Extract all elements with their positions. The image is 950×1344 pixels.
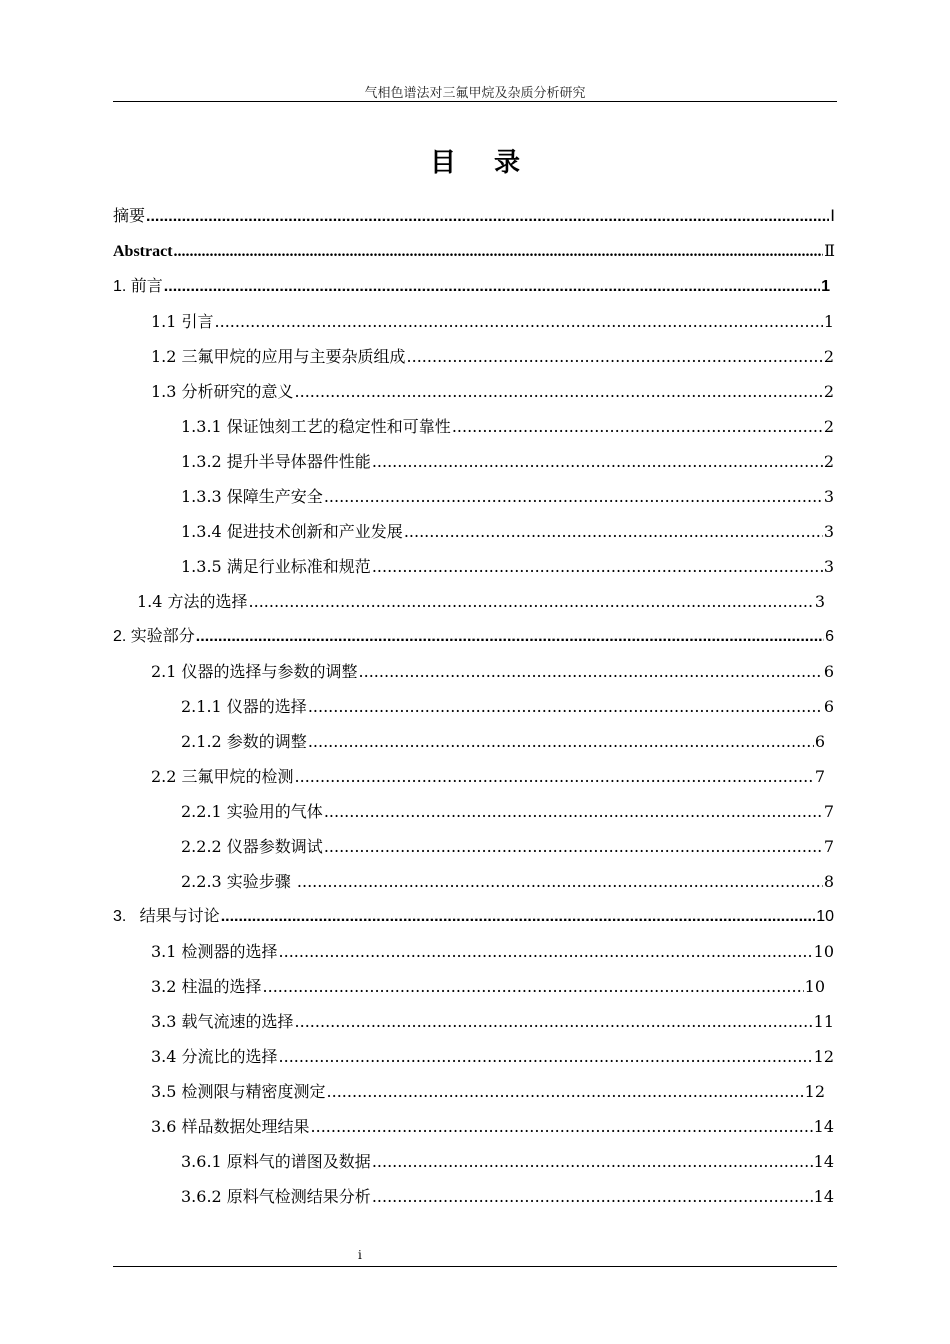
toc-entry-page: 11 [813, 1012, 834, 1031]
toc-entry-page: 1 [821, 278, 830, 295]
toc-entry-label: 3. 结果与讨论 [113, 908, 220, 925]
toc-leader-dots [308, 696, 823, 718]
toc-entry-label: 摘要 [113, 208, 146, 225]
toc-entry-3-2[interactable] [151, 976, 825, 998]
toc-entry-2-2-1[interactable] [181, 801, 834, 823]
toc-entry-page: 1 [823, 312, 834, 331]
toc-entry-1-3-1[interactable] [181, 416, 834, 438]
toc-entry-page: 7 [823, 837, 834, 856]
toc-leader-dots [295, 1011, 813, 1033]
toc-entry-3-3[interactable] [151, 1011, 834, 1033]
toc-entry-page: 12 [804, 1082, 825, 1101]
toc-entry-1-3-3[interactable] [181, 486, 834, 508]
toc-entry-abstract-en[interactable] [113, 241, 835, 263]
toc-entry-3-6-1[interactable] [181, 1151, 834, 1173]
toc-entry-3-1[interactable] [151, 941, 834, 963]
toc-entry-page: 10 [813, 942, 834, 961]
toc-leader-dots [359, 661, 823, 683]
toc-entry-page: 6 [823, 697, 834, 716]
toc-entry-label: 3.3 载气流速的选择 [151, 1012, 294, 1031]
toc-entry-page: 6 [823, 662, 834, 681]
toc-entry-ch3[interactable] [113, 906, 834, 928]
toc-entry-page: 8 [823, 872, 834, 891]
toc-entry-1-1[interactable] [151, 311, 834, 333]
toc-entry-page: 6 [814, 732, 825, 751]
toc-entry-label: 3.6.2 原料气检测结果分析 [181, 1187, 371, 1206]
toc-entry-page: 12 [813, 1047, 834, 1066]
toc-entry-3-6-2[interactable] [181, 1186, 834, 1208]
toc-leader-dots [311, 1116, 813, 1138]
footer-rule [113, 1266, 837, 1267]
toc-leader-dots [327, 1081, 804, 1103]
toc-entry-page: Ⅱ [824, 243, 835, 260]
header-rule [113, 101, 837, 102]
page-title: 目录 [429, 148, 558, 178]
toc-leader-dots [324, 801, 823, 823]
toc-entry-page: 2 [823, 382, 834, 401]
toc-leader-dots [295, 381, 823, 403]
toc-leader-dots [407, 346, 823, 368]
toc-entry-label: 1.1 引言 [151, 312, 214, 331]
toc-entry-page: 2 [823, 417, 834, 436]
toc-entry-label: 3.1 检测器的选择 [151, 942, 278, 961]
toc-leader-dots [263, 976, 804, 998]
toc-entry-page: 14 [813, 1117, 834, 1136]
toc-entry-1-3-4[interactable] [181, 521, 834, 543]
toc-entry-page: 3 [823, 487, 834, 506]
toc-leader-dots [372, 451, 823, 473]
toc-entry-1-3[interactable] [151, 381, 834, 403]
toc-entry-page: 10 [816, 908, 834, 925]
toc-leader-dots [221, 906, 816, 928]
toc-leader-dots [372, 1186, 813, 1208]
toc-entry-page: 2 [823, 347, 834, 366]
toc-leader-dots [297, 871, 823, 893]
toc-entry-label: 1.3.4 促进技术创新和产业发展 [181, 522, 403, 541]
toc-leader-dots [146, 206, 829, 228]
toc-entry-page: 2 [823, 452, 834, 471]
toc-entry-3-4[interactable] [151, 1046, 834, 1068]
toc-entry-label: 3.6 样品数据处理结果 [151, 1117, 310, 1136]
toc-leader-dots [174, 241, 824, 263]
toc-entry-page: 7 [823, 802, 834, 821]
toc-entry-page: 3 [823, 557, 834, 576]
toc-entry-label: 2.1.2 参数的调整 [181, 732, 307, 751]
toc-leader-dots [295, 766, 814, 788]
toc-entry-3-5[interactable] [151, 1081, 825, 1103]
toc-entry-label: 2.1 仪器的选择与参数的调整 [151, 662, 358, 681]
toc-entry-label: 3.5 检测限与精密度测定 [151, 1082, 326, 1101]
toc-entry-label: 1.3.2 提升半导体器件性能 [181, 452, 371, 471]
toc-entry-page: 3 [814, 592, 825, 611]
toc-entry-page: 14 [813, 1152, 834, 1171]
toc-entry-page: 6 [825, 628, 834, 645]
toc-entry-abstract-cn[interactable] [113, 206, 835, 228]
toc-leader-dots [324, 486, 823, 508]
page-number: i [358, 1248, 362, 1262]
toc-entry-label: 1.2 三氟甲烷的应用与主要杂质组成 [151, 347, 406, 366]
toc-entry-label: 2.2.3 实验步骤 [181, 872, 296, 891]
toc-leader-dots [452, 416, 823, 438]
toc-entry-label: Abstract [113, 243, 173, 260]
toc-entry-label: 1.3.3 保障生产安全 [181, 487, 323, 506]
toc-entry-3-6[interactable] [151, 1116, 834, 1138]
toc-entry-1-4[interactable] [137, 591, 825, 613]
toc-leader-dots [196, 626, 824, 648]
toc-entry-ch1[interactable] [113, 276, 830, 298]
toc-entry-page: 10 [804, 977, 825, 996]
toc-entry-2-2[interactable] [151, 766, 825, 788]
toc-entry-page: 14 [813, 1187, 834, 1206]
toc-entry-label: 1.3.1 保证蚀刻工艺的稳定性和可靠性 [181, 417, 451, 436]
toc-entry-label: 1.4 方法的选择 [137, 592, 248, 611]
toc-leader-dots [249, 591, 814, 613]
toc-entry-label: 3.4 分流比的选择 [151, 1047, 278, 1066]
toc-entry-label: 1.3.5 满足行业标准和规范 [181, 557, 371, 576]
toc-leader-dots [372, 1151, 813, 1173]
toc-entry-2-1-2[interactable] [181, 731, 825, 753]
toc-entry-label: 3.2 柱温的选择 [151, 977, 262, 996]
toc-entry-1-3-2[interactable] [181, 451, 834, 473]
toc-leader-dots [164, 276, 820, 298]
toc-entry-1-2[interactable] [151, 346, 834, 368]
toc-leader-dots [279, 941, 813, 963]
toc-entry-1-3-5[interactable] [181, 556, 834, 578]
toc-leader-dots [404, 521, 823, 543]
toc-entry-2-1-1[interactable] [181, 696, 834, 718]
toc-entry-page: 7 [814, 767, 825, 786]
toc-leader-dots [372, 556, 823, 578]
toc-leader-dots [215, 311, 823, 333]
running-header: 气相色谱法对三氟甲烷及杂质分析研究 [364, 86, 586, 101]
toc-entry-label: 3.6.1 原料气的谱图及数据 [181, 1152, 371, 1171]
toc-entry-2-2-3[interactable] [181, 871, 834, 893]
toc-leader-dots [324, 836, 823, 858]
toc-entry-ch2[interactable] [113, 626, 834, 648]
toc-entry-label: 1.3 分析研究的意义 [151, 382, 294, 401]
toc-entry-label: 2.1.1 仪器的选择 [181, 697, 307, 716]
toc-entry-label: 2.2 三氟甲烷的检测 [151, 767, 294, 786]
toc-entry-page: Ⅰ [830, 208, 835, 225]
toc-entry-label: 1. 前言 [113, 278, 163, 295]
toc-entry-label: 2.2.1 实验用的气体 [181, 802, 323, 821]
toc-leader-dots [279, 1046, 813, 1068]
toc-entry-2-1[interactable] [151, 661, 834, 683]
toc-entry-2-2-2[interactable] [181, 836, 834, 858]
toc-leader-dots [308, 731, 814, 753]
toc-entry-page: 3 [823, 522, 834, 541]
toc-entry-label: 2.2.2 仪器参数调试 [181, 837, 323, 856]
toc-entry-label: 2. 实验部分 [113, 628, 195, 645]
